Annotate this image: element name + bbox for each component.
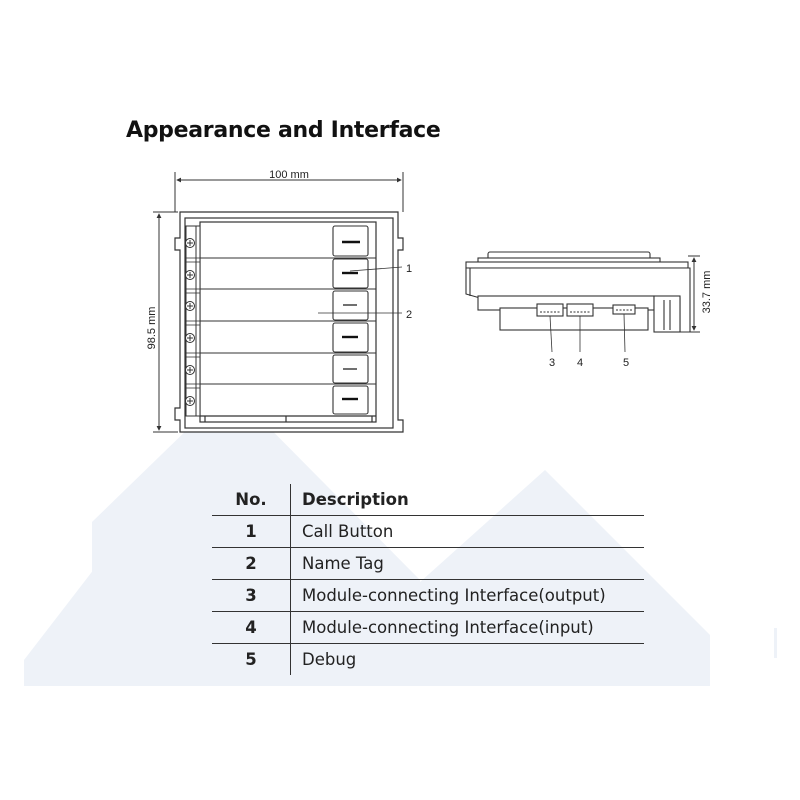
page-title: Appearance and Interface (126, 118, 441, 143)
connector-input (567, 304, 593, 316)
row-description: Name Tag (291, 548, 645, 580)
table-row (212, 644, 644, 676)
connector-output (537, 304, 563, 316)
table-row (212, 612, 644, 644)
height-label: 98.5 mm (146, 306, 158, 350)
front-view (175, 212, 403, 432)
table-row (212, 548, 644, 580)
callout-1: 1 (406, 263, 413, 275)
row-description: Debug (302, 650, 357, 669)
row-description: Module-connecting Interface(input) (291, 612, 645, 644)
table-header-row (212, 484, 644, 516)
callout-3: 3 (548, 357, 556, 369)
row-no: 5 (212, 644, 291, 676)
table-row (212, 580, 644, 612)
screw-strip (186, 226, 201, 416)
connector-debug (613, 305, 635, 314)
header-no: No. (212, 484, 291, 516)
table-row (212, 516, 644, 548)
callout-4: 4 (576, 357, 584, 369)
row-no: 3 (212, 580, 291, 612)
row-no: 2 (212, 548, 291, 580)
row-no: 1 (212, 516, 291, 548)
row-description: Module-connecting Interface(output) (291, 580, 645, 612)
callout-5: 5 (622, 357, 630, 369)
depth-label: 33.7 mm (701, 270, 713, 314)
header-description: Description (291, 484, 645, 516)
side-view (466, 252, 690, 332)
row-description: Call Button (291, 516, 645, 548)
description-table (212, 484, 644, 675)
width-label: 100 mm (269, 169, 309, 181)
callout-2: 2 (406, 309, 413, 321)
row-no: 4 (212, 612, 291, 644)
